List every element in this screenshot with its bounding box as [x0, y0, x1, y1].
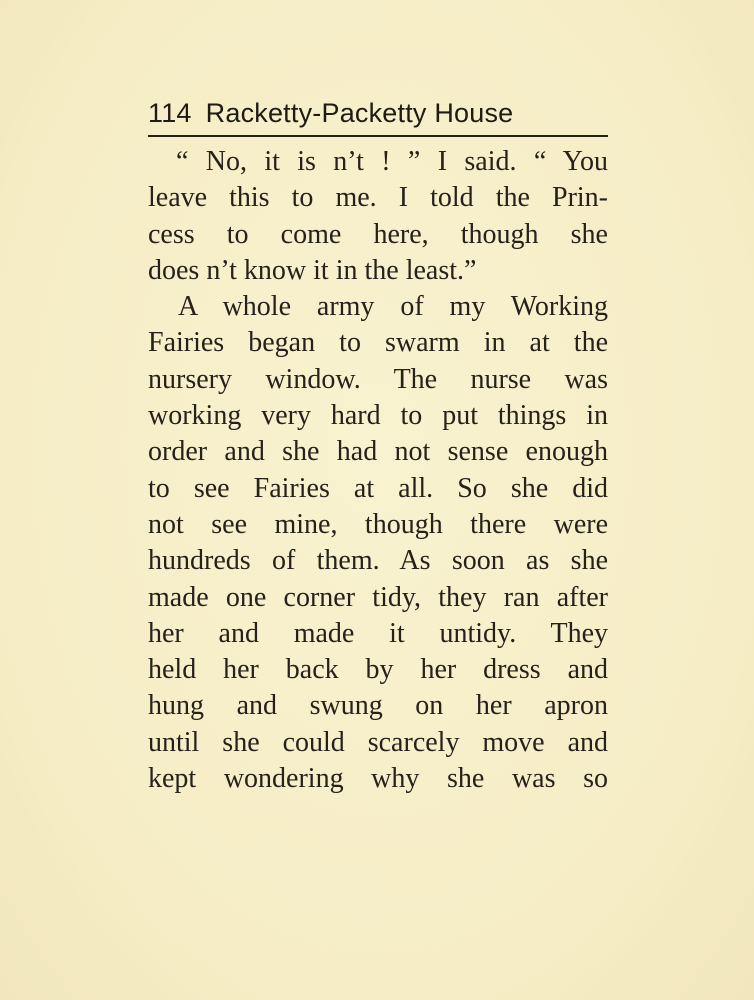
- page-number: 114: [148, 98, 192, 128]
- running-title: Racketty-Packetty House: [205, 98, 514, 128]
- text-line: leave this to me. I told the Prin-: [148, 182, 608, 214]
- text-line: made one corner tidy, they ran after: [148, 581, 608, 613]
- text-line: cess to come here, though she: [148, 218, 608, 250]
- text-line: her and made it untidy. They: [148, 617, 608, 649]
- text-line: held her back by her dress and: [148, 654, 608, 686]
- header-rule: [148, 135, 608, 137]
- text-line: kept wondering why she was so: [148, 763, 608, 795]
- text-line: not see mine, though there were: [148, 508, 608, 540]
- text-line: “ No, it is n’t ! ” I said. “ You: [176, 146, 608, 177]
- text-line: does n’t know it in the least.”: [148, 254, 477, 286]
- text-line: Fairies began to swarm in at the: [148, 327, 608, 359]
- text-line: order and she had not sense enough: [148, 436, 608, 468]
- running-head: [148, 98, 608, 138]
- text-line: until she could scarcely move and: [148, 726, 608, 758]
- text-line: nursery window. The nurse was: [148, 363, 608, 395]
- text-line: hung and swung on her apron: [148, 690, 608, 722]
- body-text: [148, 144, 608, 797]
- text-line: hundreds of them. As soon as she: [148, 545, 608, 577]
- text-line: to see Fairies at all. So she did: [148, 472, 608, 504]
- text-line: working very hard to put things in: [148, 400, 608, 432]
- text-line: A whole army of my Working: [178, 291, 608, 323]
